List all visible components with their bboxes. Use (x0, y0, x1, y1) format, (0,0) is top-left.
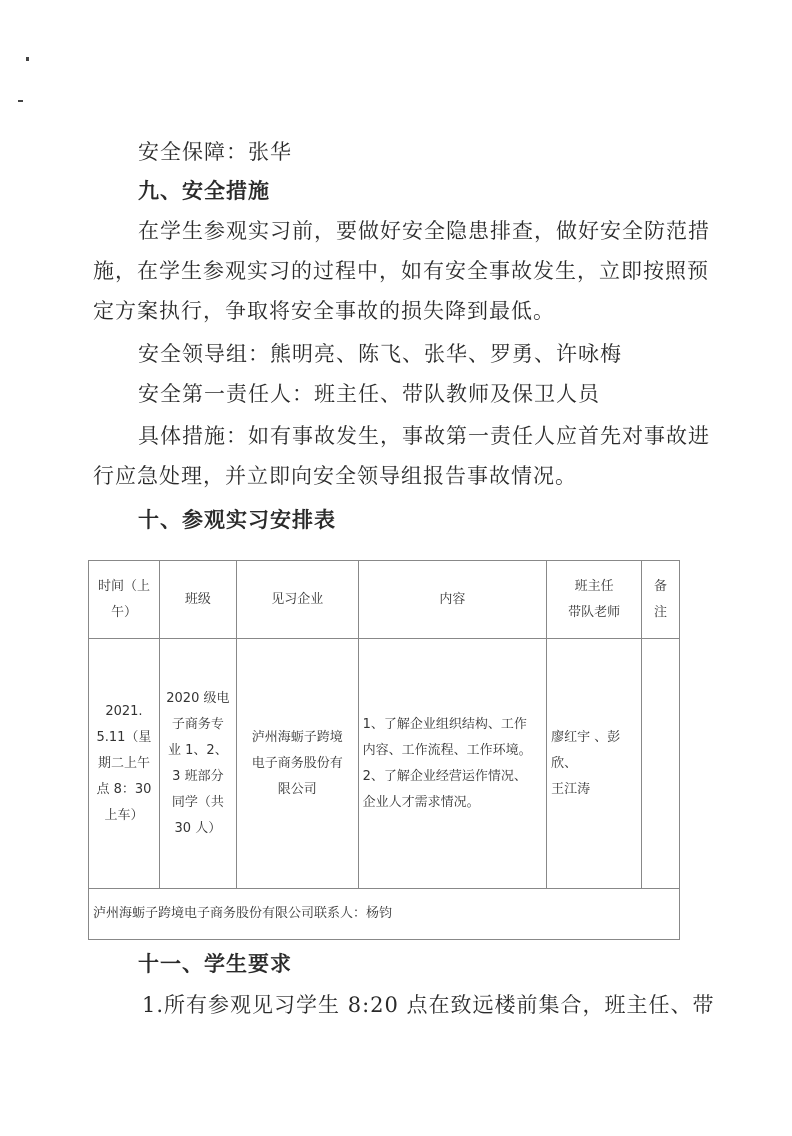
table-header-row (89, 561, 680, 639)
section-11-heading: 十一、学生要求 (138, 952, 292, 976)
table-footer-row (89, 889, 680, 940)
section-9-heading: 九、安全措施 (138, 179, 270, 203)
section-9-para-line-1: 在学生参观实习前，要做好安全隐患排查，做好安全防范措 (138, 219, 710, 243)
measures-line-1: 具体措施：如有事故发生，事故第一责任人应首先对事故进 (138, 424, 710, 448)
cell-remark (642, 639, 680, 889)
header-content: 内容 (358, 561, 547, 639)
header-teacher: 班主任 带队老师 (547, 561, 642, 639)
section-10-heading: 十、参观实习安排表 (138, 508, 336, 532)
cell-time: 2021. 5.11（星 期二上午 点 8：30 上车） (89, 639, 160, 889)
measures-line-2: 行应急处理，并立即向安全领导组报告事故情况。 (93, 464, 577, 488)
contact-person: 泸州海蛎子跨境电子商务股份有限公司联系人：杨钧 (89, 889, 680, 940)
cell-content: 1、了解企业组织结构、工作 内容、工作流程、工作环境。 2、了解企业经营运作情况、 企业人才需求情况。 (358, 639, 547, 889)
first-responsible-person: 安全第一责任人：班主任、带队教师及保卫人员 (138, 382, 600, 406)
header-class: 班级 (159, 561, 236, 639)
header-remark: 备 注 (642, 561, 680, 639)
cell-class: 2020 级电 子商务专 业 1、2、 3 班部分 同学（共 30 人） (159, 639, 236, 889)
section-9-para-line-2: 施，在学生参观实习的过程中，如有安全事故发生，立即按照预 (93, 259, 709, 283)
schedule-table (88, 560, 680, 940)
scan-dot (26, 57, 29, 61)
section-9-para-line-3: 定方案执行，争取将安全事故的损失降到最低。 (93, 299, 555, 323)
header-company: 见习企业 (236, 561, 358, 639)
security-assurance-line: 安全保障：张华 (138, 140, 292, 164)
header-time: 时间（上 午） (89, 561, 160, 639)
cell-company: 泸州海蛎子跨境 电子商务股份有 限公司 (236, 639, 358, 889)
safety-leader-group: 安全领导组：熊明亮、陈飞、张华、罗勇、许咏梅 (138, 342, 622, 366)
requirement-line-1: 1.所有参观见习学生 8:20 点在致远楼前集合，班主任、带 (142, 993, 715, 1017)
table-row (89, 639, 680, 889)
cell-teacher: 廖红宇 、彭 欣、 王江涛 (547, 639, 642, 889)
scan-dash (18, 100, 23, 102)
